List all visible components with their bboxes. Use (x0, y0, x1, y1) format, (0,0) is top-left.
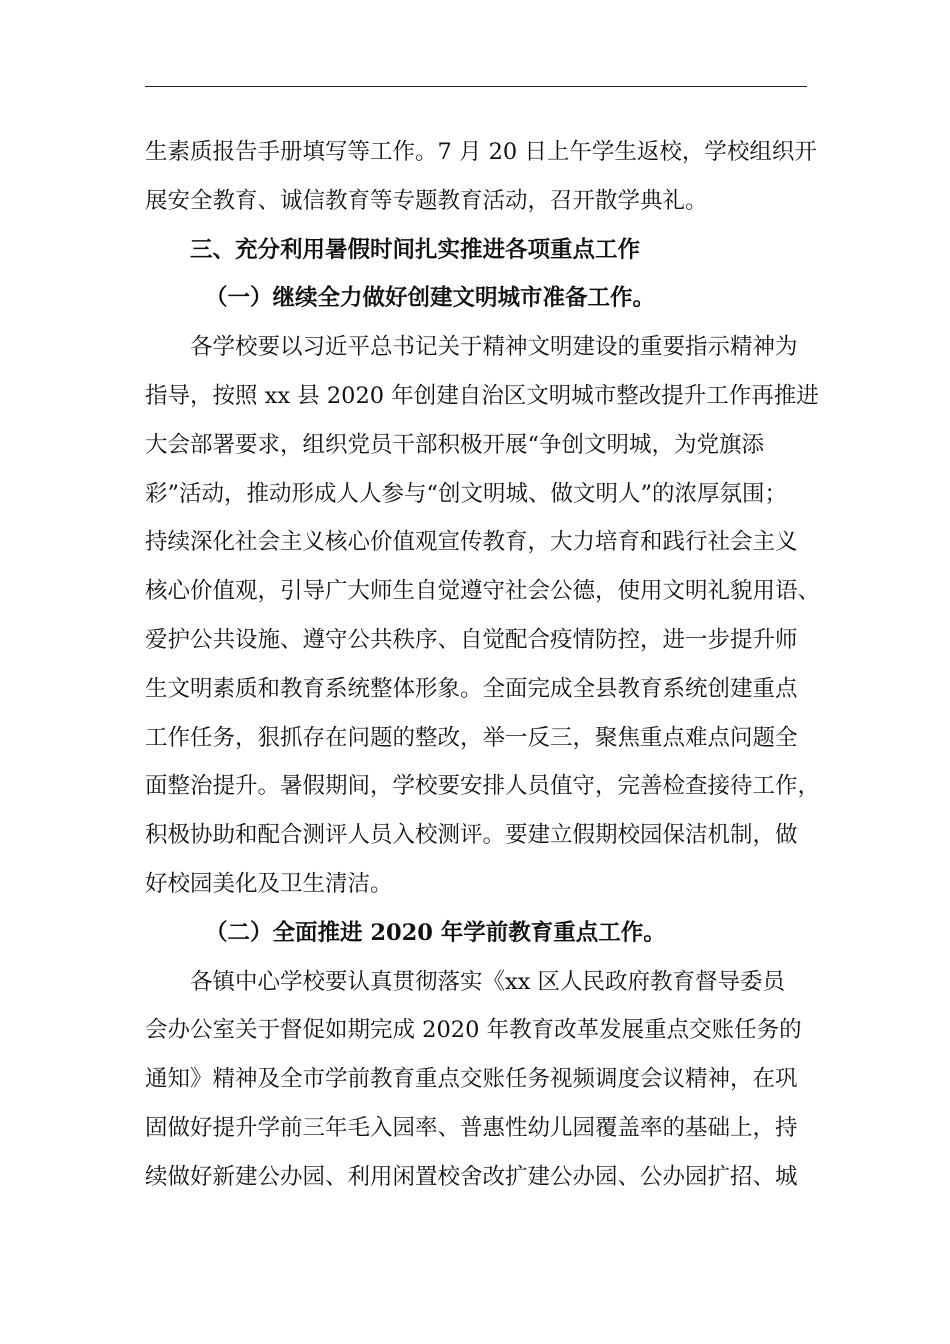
body-line: 通知》精神及全市学前教育重点交账任务视频调度会议精神，在巩 (145, 1066, 798, 1093)
header-rule (145, 86, 807, 87)
body-line: 大会部署要求，组织党员干部积极开展“争创文明城，为党旗添 (145, 431, 765, 458)
body-line: 会办公室关于督促如期完成 2020 年教育改革发展重点交账任务的 (145, 1017, 802, 1044)
body-line: 持续深化社会主义核心价值观宣传教育，大力培育和践行社会主义 (145, 529, 798, 556)
body-line: 爱护公共设施、遵守公共秩序、自觉配合疫情防控，进一步提升师 (145, 626, 798, 653)
body-line: 生素质报告手册填写等工作。7 月 20 日上午学生返校，学校组织开 (145, 139, 817, 165)
body-line: 核心价值观，引导广大师生自觉遵守社会公德，使用文明礼貌用语、 (145, 578, 821, 605)
subsection-heading: （二）全面推进 2020 年学前教育重点工作。 (205, 919, 666, 946)
paragraph-first-line: 各镇中心学校要认真贯彻落实《xx 区人民政府教育督导委员 (190, 968, 786, 995)
body-line: 面整治提升。暑假期间，学校要安排人员值守，完善检查接待工作， (145, 773, 821, 800)
body-line: 固做好提升学前三年毛入园率、普惠性幼儿园覆盖率的基础上，持 (145, 1114, 798, 1141)
body-line: 积极协助和配合测评人员入校测评。要建立假期校园保洁机制，做 (145, 822, 798, 849)
body-line: 指导，按照 xx 县 2020 年创建自治区文明城市整改提升工作再推进 (145, 382, 819, 409)
body-line: 好校园美化及卫生清洁。 (145, 870, 393, 897)
body-line: 工作任务，狠抓存在问题的整改，举一反三，聚焦重点难点问题全 (145, 724, 798, 751)
body-line: 生文明素质和教育系统整体形象。全面完成全县教育系统创建重点 (145, 675, 798, 702)
document-body (145, 128, 821, 1202)
body-line: 彩”活动，推动形成人人参与“创文明城、做文明人”的浓厚氛围； (145, 480, 788, 507)
body-line: 续做好新建公办园、利用闲置校舍改扩建公办园、公办园扩招、城 (145, 1163, 798, 1190)
paragraph-first-line: 各学校要以习近平总书记关于精神文明建设的重要指示精神为 (190, 334, 798, 361)
subsection-heading: （一）继续全力做好创建文明城市准备工作。 (205, 285, 656, 312)
section-heading: 三、充分利用暑假时间扎实推进各项重点工作 (190, 236, 641, 263)
body-line: 展安全教育、诚信教育等专题教育活动，召开散学典礼。 (145, 187, 708, 214)
